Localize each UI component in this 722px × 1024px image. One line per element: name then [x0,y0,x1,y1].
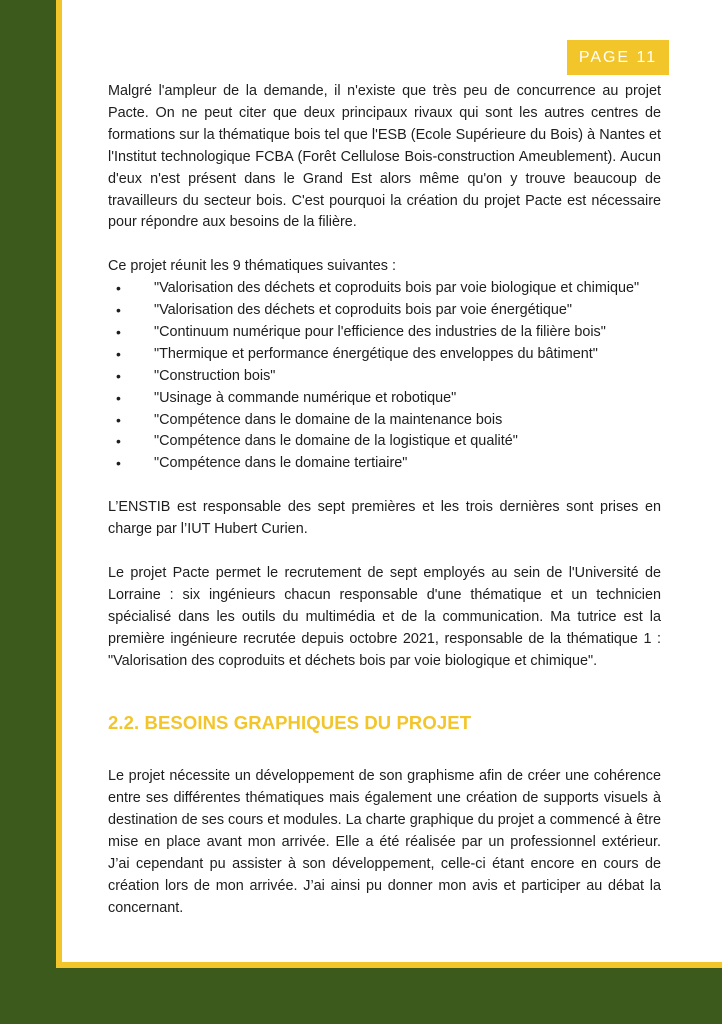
bullet-icon: • [116,323,121,340]
page-number-badge [567,40,669,75]
list-item: • "Continuum numérique pour l'efficience des industries de la filière bois" [108,322,661,344]
list-item: • "Compétence dans le domaine de la logistique et qualité" [108,431,661,453]
list-item: • "Construction bois" [108,366,661,388]
list-item: • "Thermique et performance énergétique des enveloppes du bâtiment" [108,344,661,366]
themes-intro: Ce projet réunit les 9 thématiques suivantes : [108,258,396,275]
bullet-icon: • [116,280,121,297]
paragraph-responsibility: L’ENSTIB est responsable des sept premières et les trois dernières sont prises en charge par l’IUT Hubert Curien. [108,499,661,538]
list-item: • "Usinage à commande numérique et robotique" [108,388,661,410]
bullet-icon: • [116,411,121,428]
bullet-icon: • [116,302,121,319]
paragraph-recruitment: Le projet Pacte permet le recrutement de sept employés au sein de l'Université de Lorraine : six ingénieurs chacun responsable d'une thématique et un technicien spécialisé dans les outils du multimédia et de la communication. Ma tutrice est la première ingénieure recrutée depuis octobre 2021, responsable de la thématique 1 : "Valorisation des coproduits et déchets bois par voie biologique et chimique". [108,564,661,669]
list-item: • "Valorisation des déchets et coproduits bois par voie biologique et chimique" [108,278,661,300]
paragraph-graphic-needs: Le projet nécessite un développement de son graphisme afin de créer une cohérence entre ses différentes thématiques mais également une création de supports visuels à destination de ses cours et modules. La charte graphique du projet a commencé à être mise en place avant mon arrivée. Elle a été réalisée par un professionnel extérieur. J’ai cependant pu assister à son développement, celle-ci étant encore en cours de création lors de mon arrivée. J’ai ainsi pu donner mon avis et participer au débat la concernant. [108,768,661,916]
section-heading: 2.2. BESOINS GRAPHIQUES DU PROJET [108,712,472,734]
list-item: • "Valorisation des déchets et coproduits bois par voie énergétique" [108,300,661,322]
bullet-icon: • [116,433,121,450]
bullet-icon: • [116,345,121,362]
list-item: • "Compétence dans le domaine de la maintenance bois [108,410,661,432]
paragraph-competition: Malgré l'ampleur de la demande, il n'existe que très peu de concurrence au projet Pacte. On ne peut citer que deux principaux rivaux qui sont les autres centres de formations sur la thématique bois tel que l'ESB (Ecole Supérieure du Bois) à Nantes et l'Institut technologique FCBA (Forêt Cellulose Bois-construction Ameublement). Aucun d'eux n'est présent dans le Grand Est alors même qu'on y trouve beaucoup de travailleurs du secteur bois. C'est pourquoi la création du projet Pacte est nécessaire pour répondre aux besoins de la filière. [108,83,661,231]
bullet-icon: • [116,367,121,384]
page-content [108,81,661,920]
list-item: • "Compétence dans le domaine tertiaire" [108,453,661,475]
bullet-icon: • [116,455,121,472]
bullet-icon: • [116,389,121,406]
themes-list [108,278,661,475]
page-number-label: PAGE 11 [578,48,658,66]
